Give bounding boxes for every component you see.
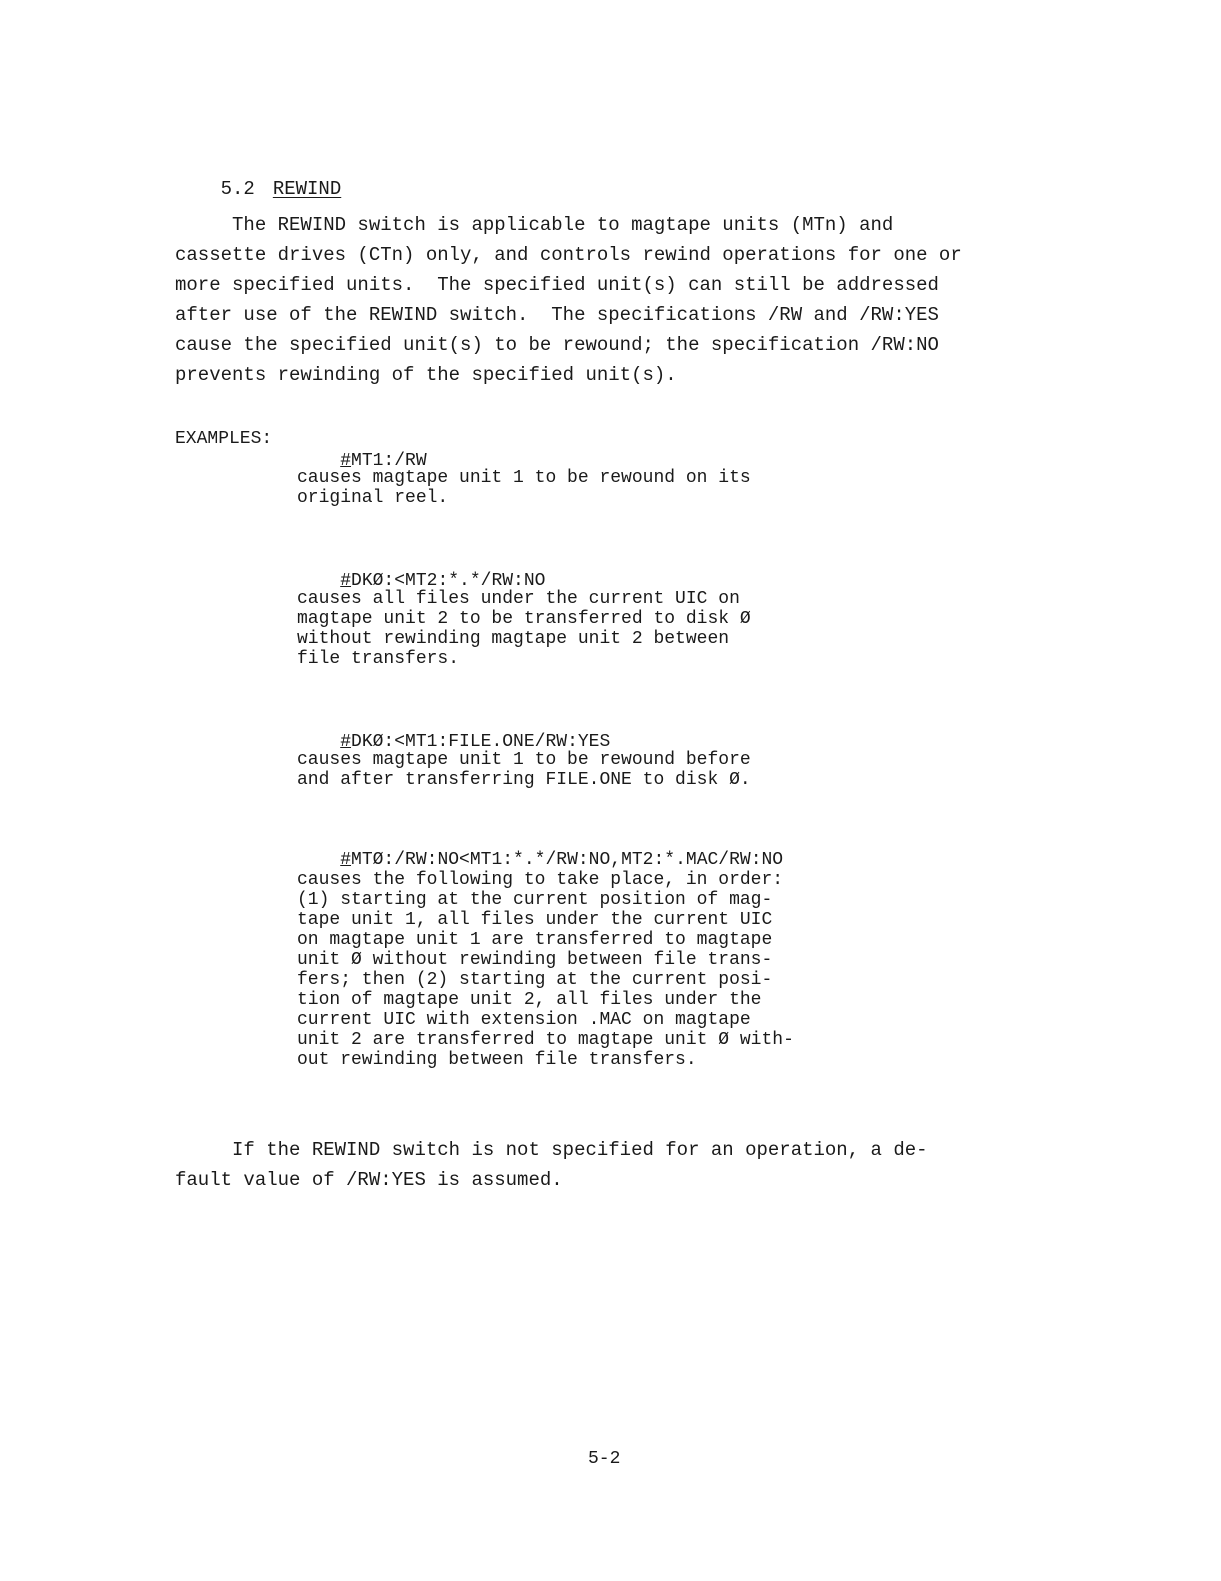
closing-line: fault value of /RW:YES is assumed.: [175, 1169, 563, 1191]
description-line: tape unit 1, all files under the current UIC: [297, 910, 773, 930]
example-description: [297, 468, 917, 508]
intro-line: cassette drives (CTn) only, and controls rewind operations for one or: [175, 244, 962, 266]
description-line: tion of magtape unit 2, all files under the: [297, 990, 762, 1010]
description-line: causes magtape unit 1 to be rewound on its: [297, 468, 751, 488]
example-description: [297, 870, 917, 1070]
description-line: causes magtape unit 1 to be rewound before: [297, 750, 751, 770]
prompt-hash: #: [340, 571, 352, 591]
command-text: DKØ:<MT2:*.*/RW:NO: [351, 571, 546, 591]
prompt-hash: #: [340, 850, 352, 870]
description-line: and after transferring FILE.ONE to disk Ø.: [297, 770, 751, 790]
examples-label: EXAMPLES:: [175, 429, 273, 449]
description-line: on magtape unit 1 are transferred to magtape: [297, 930, 773, 950]
command-text: MT1:/RW: [351, 451, 427, 471]
description-line: unit Ø without rewinding between file trans-: [297, 950, 773, 970]
description-line: magtape unit 2 to be transferred to disk Ø: [297, 609, 751, 629]
intro-line: The REWIND switch is applicable to magtape units (MTn) and: [175, 214, 894, 236]
section-number: 5.2: [220, 178, 255, 200]
closing-line: If the REWIND switch is not specified for an operation, a de-: [175, 1139, 928, 1161]
description-line: without rewinding magtape unit 2 between: [297, 629, 730, 649]
intro-line: after use of the REWIND switch. The specifications /RW and /RW:YES: [175, 304, 939, 326]
closing-paragraph: [175, 1135, 1015, 1195]
page-number: 5-2: [588, 1449, 621, 1469]
command-text: MTØ:/RW:NO<MT1:*.*/RW:NO,MT2:*.MAC/RW:NO: [351, 850, 784, 870]
description-line: causes the following to take place, in order:: [297, 870, 784, 890]
example-description: [297, 589, 917, 669]
description-line: causes all files under the current UIC on: [297, 589, 740, 609]
description-line: out rewinding between file transfers.: [297, 1050, 697, 1070]
prompt-hash: #: [340, 451, 352, 471]
description-line: (1) starting at the current position of mag-: [297, 890, 773, 910]
description-line: fers; then (2) starting at the current posi-: [297, 970, 773, 990]
intro-line: prevents rewinding of the specified unit(s).: [175, 364, 677, 386]
prompt-hash: #: [340, 732, 352, 752]
intro-line: more specified units. The specified unit(s) can still be addressed: [175, 274, 939, 296]
command-text: DKØ:<MT1:FILE.ONE/RW:YES: [351, 732, 611, 752]
section-title: REWIND: [272, 178, 342, 200]
description-line: current UIC with extension .MAC on magtape: [297, 1010, 751, 1030]
description-line: file transfers.: [297, 649, 460, 669]
intro-paragraph: [175, 210, 1015, 390]
description-line: unit 2 are transferred to magtape unit Ø with-: [297, 1030, 794, 1050]
intro-line: cause the specified unit(s) to be rewound; the specification /RW:NO: [175, 334, 939, 356]
description-line: original reel.: [297, 488, 449, 508]
example-description: [297, 750, 917, 790]
